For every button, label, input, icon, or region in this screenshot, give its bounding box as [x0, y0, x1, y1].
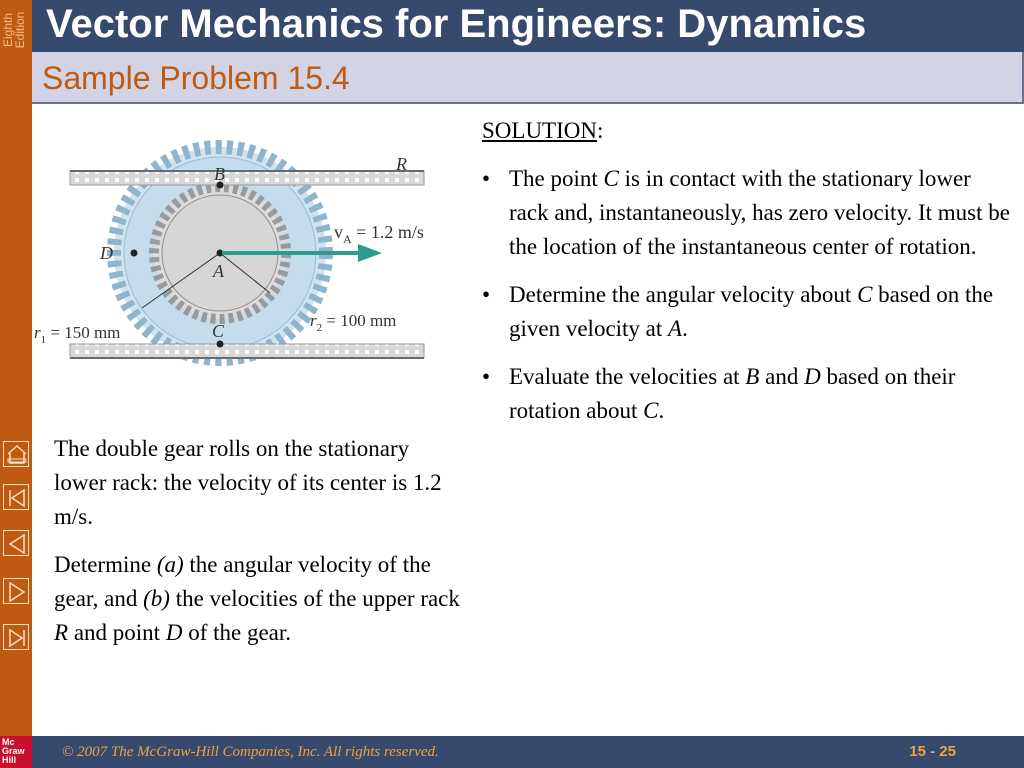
previous-slide-icon [4, 531, 30, 557]
edition-badge [0, 0, 32, 60]
bullet-icon: • [482, 166, 491, 191]
label-b: B [214, 164, 225, 184]
point-d [131, 250, 138, 257]
label-d: D [100, 243, 113, 263]
solution-step-3: • Evaluate the velocities at B and D based on their rotation about C. [482, 360, 1012, 428]
lower-rack [70, 344, 424, 358]
bullet-icon: • [482, 282, 491, 307]
slide-subtitle: Sample Problem 15.4 [42, 60, 350, 96]
velocity-label: $v_A = 1.2$ m/s [334, 222, 424, 246]
problem-given: The double gear rolls on the stationary lower rack: the velocity of its center is 1.2 m/s. [54, 436, 442, 529]
edition-label: Eighth Edition [1, 11, 27, 49]
problem-statement [54, 432, 464, 664]
subtitle-bar [32, 52, 1024, 104]
bullet-icon: • [482, 364, 491, 389]
solution-panel [482, 114, 1012, 442]
label-c: C [212, 321, 225, 341]
first-slide-button[interactable] [3, 484, 29, 510]
last-slide-icon [4, 625, 30, 651]
next-slide-icon [4, 579, 30, 605]
label-a: A [213, 261, 224, 281]
r2-label: $r_2 = 100$ mm [310, 311, 397, 334]
last-slide-button[interactable] [3, 624, 29, 650]
main-title: Vector Mechanics for Engineers: Dynamics [46, 2, 867, 46]
home-button[interactable] [3, 441, 29, 467]
gear-figure [32, 118, 460, 368]
solution-heading: SOLUTION: [482, 118, 604, 143]
label-r: R [396, 154, 407, 174]
copyright-notice: © 2007 The McGraw-Hill Companies, Inc. All rights reserved. [62, 744, 439, 760]
point-c [217, 341, 224, 348]
next-slide-button[interactable] [3, 578, 29, 604]
problem-task: Determine (a) the angular velocity of the gear, and (b) the velocities of the upper rack R and point D of the gear. [54, 552, 460, 645]
gear-diagram [32, 118, 460, 368]
footer-bar [0, 736, 1024, 768]
mcgraw-hill-logo: Mc Graw Hill [0, 736, 32, 768]
first-slide-icon [4, 485, 30, 511]
solution-step-1: • The point C is in contact with the stationary lower rack and, instantaneously, has zero velocity. It must be the location of the instantaneous center of rotation. [482, 162, 1012, 264]
upper-rack [70, 171, 424, 185]
home-icon [4, 442, 30, 468]
slide-number: 15 - 25 [909, 743, 956, 760]
r1-label: $r_1 = 150$ mm [34, 323, 121, 346]
solution-step-2: • Determine the angular velocity about C based on the given velocity at A. [482, 278, 1012, 346]
sidebar [0, 0, 32, 768]
previous-slide-button[interactable] [3, 530, 29, 556]
title-bar [32, 0, 1024, 52]
